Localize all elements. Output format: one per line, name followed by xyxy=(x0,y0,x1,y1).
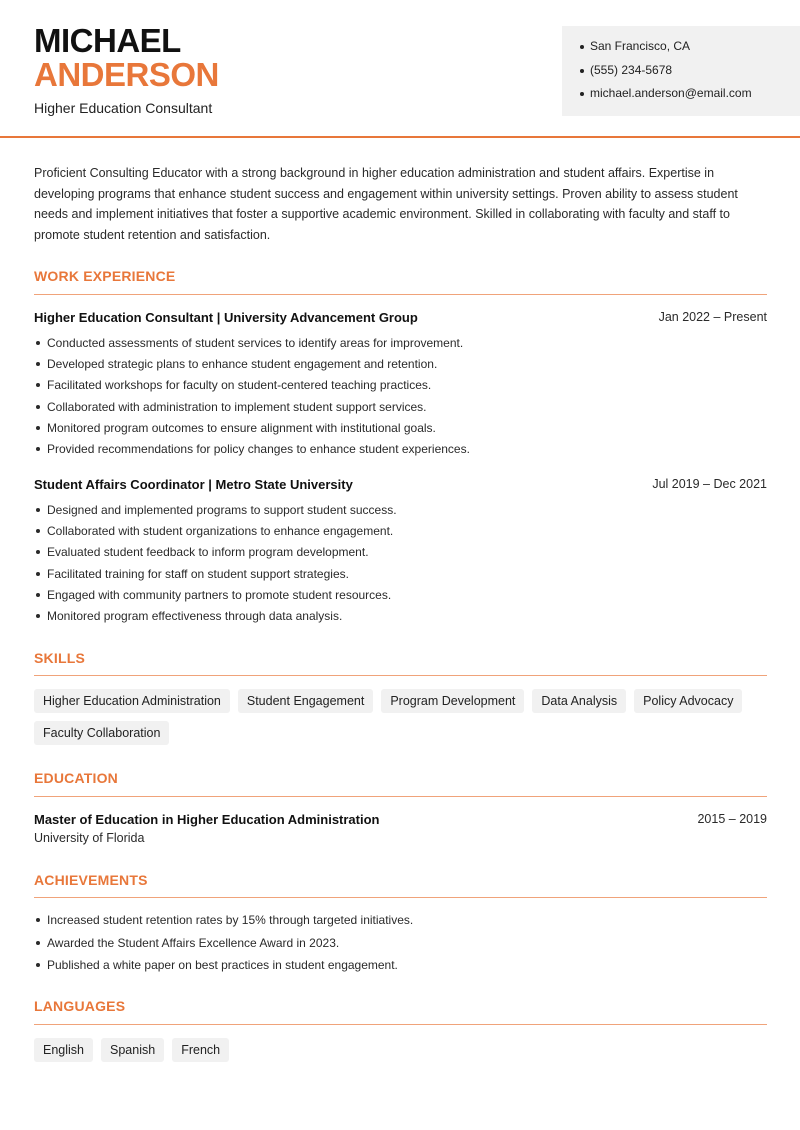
list-item: Facilitated training for staff on student support strategies. xyxy=(34,566,767,587)
section-title-work: WORK EXPERIENCE xyxy=(34,268,176,284)
skill-tag: Faculty Collaboration xyxy=(34,721,169,745)
section-divider xyxy=(34,897,767,898)
job-heading: Higher Education Consultant | University Advancement Group xyxy=(34,310,418,325)
list-item: Evaluated student feedback to inform program development. xyxy=(34,544,767,565)
education-dates: 2015 – 2019 xyxy=(697,812,767,826)
list-item: Awarded the Student Affairs Excellence Award in 2023. xyxy=(34,935,767,958)
job-heading: Student Affairs Coordinator | Metro State University xyxy=(34,477,353,492)
degree-title: Master of Education in Higher Education Administration xyxy=(34,812,380,827)
contact-box xyxy=(562,26,800,116)
section-divider xyxy=(34,675,767,676)
list-item: Conducted assessments of student services to identify areas for improvement. xyxy=(34,335,767,356)
section-title-education: EDUCATION xyxy=(34,770,118,786)
contact-email[interactable]: michael.anderson@email.com xyxy=(580,85,800,109)
skill-tag: Data Analysis xyxy=(532,689,626,713)
job-dates: Jul 2019 – Dec 2021 xyxy=(652,477,767,491)
list-item: Collaborated with administration to implement student support services. xyxy=(34,399,767,420)
contact-location: San Francisco, CA xyxy=(580,38,800,62)
first-name: MICHAEL xyxy=(34,22,181,59)
list-item: Facilitated workshops for faculty on student-centered teaching practices. xyxy=(34,377,767,398)
list-item: Engaged with community partners to promote student resources. xyxy=(34,587,767,608)
list-item: Published a white paper on best practices in student engagement. xyxy=(34,957,767,980)
school-name: University of Florida xyxy=(34,831,145,845)
list-item: Collaborated with student organizations to enhance engagement. xyxy=(34,523,767,544)
skill-tag: Higher Education Administration xyxy=(34,689,230,713)
language-tag: Spanish xyxy=(101,1038,164,1062)
section-divider xyxy=(34,294,767,295)
list-item: Designed and implemented programs to support student success. xyxy=(34,502,767,523)
skills-list xyxy=(34,689,767,745)
job-dates: Jan 2022 – Present xyxy=(658,310,767,324)
section-title-languages: LANGUAGES xyxy=(34,998,126,1014)
section-divider xyxy=(34,1024,767,1025)
list-item: Monitored program outcomes to ensure alignment with institutional goals. xyxy=(34,420,767,441)
achievements-list xyxy=(34,912,767,980)
resume-header xyxy=(0,0,800,138)
language-tag: French xyxy=(172,1038,229,1062)
job-title: Higher Education Consultant xyxy=(34,100,213,116)
list-item: Developed strategic plans to enhance student engagement and retention. xyxy=(34,356,767,377)
list-item: Provided recommendations for policy changes to enhance student experiences. xyxy=(34,441,767,462)
skill-tag: Program Development xyxy=(381,689,524,713)
last-name: ANDERSON xyxy=(34,56,219,93)
section-divider xyxy=(34,796,767,797)
section-title-skills: SKILLS xyxy=(34,650,85,666)
skill-tag: Policy Advocacy xyxy=(634,689,742,713)
job-bullets xyxy=(34,502,767,629)
summary: Proficient Consulting Educator with a strong background in higher education administration and student affairs. Expertise in developing programs that enhance student success and engagement within university settings. Proven ability to assess student needs and implement initiatives that foster a supportive academic environment. Skilled in collaborating with faculty and staff to promote student retention and satisfaction. xyxy=(34,166,738,242)
language-tag: English xyxy=(34,1038,93,1062)
skill-tag: Student Engagement xyxy=(238,689,373,713)
job-bullets xyxy=(34,335,767,462)
contact-phone: (555) 234-5678 xyxy=(580,62,800,86)
section-title-achievements: ACHIEVEMENTS xyxy=(34,872,148,888)
list-item: Monitored program effectiveness through data analysis. xyxy=(34,608,767,629)
list-item: Increased student retention rates by 15% through targeted initiatives. xyxy=(34,912,767,935)
languages-list xyxy=(34,1038,767,1062)
